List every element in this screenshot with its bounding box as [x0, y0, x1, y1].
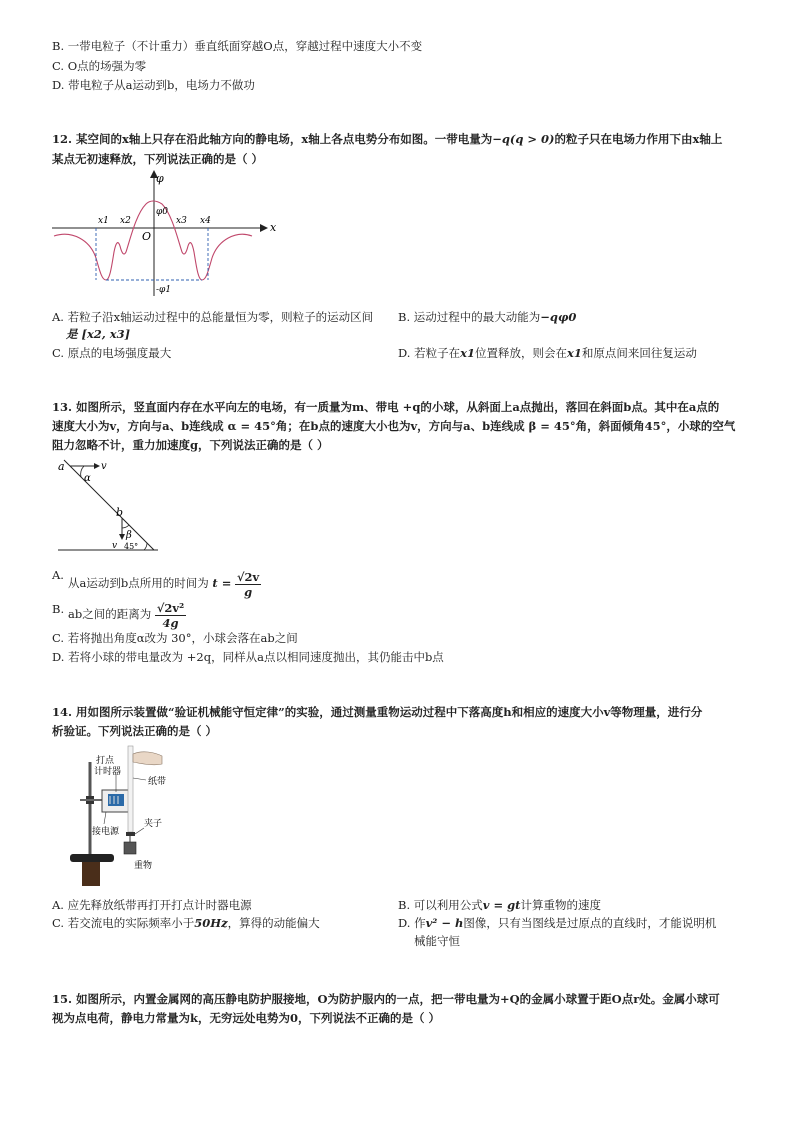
tape-label: 纸带 — [148, 777, 167, 787]
point-a-label: a — [58, 460, 65, 473]
q13-option-b: ab之间的距离为 $\frac{\text{√2v²}}{4g}$ — [68, 600, 185, 630]
q13-stem-line3: 阻力忽略不计，重力加速度g，下列说法正确的是（ ） — [52, 438, 329, 452]
q12-stem-line2: 某点无初速释放，下列说法正确的是（ ） — [52, 152, 264, 166]
timer-label-line2: 计时器 — [94, 767, 122, 777]
q15-stem-line1: 15. 如图所示，内置金属网的高压静电防护服接地，O为防护服内的一点，把一带电量为+Q的金属小球置于距O点r处。金属小球可 — [52, 992, 720, 1006]
q14-option-b: B. 可以利用公式v = gt计算重物的速度 — [398, 898, 601, 912]
q14-stem-line1: 14. 用如图所示装置做“验证机械能守恒定律”的实验，通过测量重物运动过程中下落高度h和相应的速度大小v等物理量，进行分 — [52, 705, 703, 719]
q12-option-a-line2: 是 [x2, x3] — [66, 327, 131, 341]
q12-stem-line1: 12. 某空间的x轴上只存在沿此轴方向的静电场，x轴上各点电势分布如图。一带电量为−q(q > 0)的粒子只在电场力作用下由x轴上 — [52, 132, 723, 146]
q13-option-d: D. 若将小球的带电量改为 +2q，同样从a点以相同速度抛出，其仍能击中b点 — [52, 650, 444, 664]
alpha-label: α — [84, 473, 91, 484]
x-axis-label: x — [270, 221, 277, 234]
angle-45-label: 45° — [124, 542, 139, 551]
q13-option-a: 从a运动到b点所用的时间为 t = $\frac{√2v}{g}$ — [68, 569, 260, 599]
beta-label: β — [126, 530, 132, 541]
q13-slope-diagram — [54, 456, 164, 556]
q12-option-a-line1: A. 若粒子沿x轴运动过程中的总能量恒为零，则粒子的运动区间 — [52, 310, 374, 324]
q13-option-b-prefix: B. — [52, 602, 65, 616]
x4-label: x4 — [200, 216, 211, 226]
q13-option-a-prefix: A. — [52, 568, 64, 582]
q14-option-d-line1: D. 作v² − h图像，只有当图线是过原点的直线时，才能说明机 — [398, 916, 717, 930]
q12-option-b: B. 运动过程中的最大动能为−qφ0 — [398, 310, 577, 324]
q12-option-c: C. 原点的电场强度最大 — [52, 346, 172, 360]
q14-option-c: C. 若交流电的实际频率小于50Hz，算得的动能偏大 — [52, 916, 320, 930]
q15-stem-line2: 视为点电荷，静电力常量为k，无穷远处电势为0，下列说法不正确的是（ ） — [52, 1011, 440, 1025]
power-label: 接电源 — [92, 827, 120, 837]
weight-label: 重物 — [134, 861, 153, 871]
point-b-label: b — [116, 506, 124, 519]
q11-option-c: C. O点的场强为零 — [52, 59, 147, 73]
q13-stem-line1: 13. 如图所示，竖直面内存在水平向左的电场，有一质量为m、带电 +q的小球，从斜面上a点抛出，落回在斜面b点。其中在a点的 — [52, 400, 720, 414]
q13-option-c: C. 若将抛出角度α改为 30°，小球会落在ab之间 — [52, 631, 298, 645]
q14-option-a: A. 应先释放纸带再打开打点计时器电源 — [52, 898, 252, 912]
q12-potential-graph — [52, 168, 282, 298]
q12-option-d: D. 若粒子在x1位置释放，则会在x1和原点间来回往复运动 — [398, 346, 697, 360]
x1-label: x1 — [98, 216, 109, 226]
phi0-label: φ0 — [156, 207, 169, 217]
timer-label-line1: 打点 — [96, 756, 115, 766]
x3-label: x3 — [176, 216, 187, 226]
q11-option-d: D. 带电粒子从a运动到b，电场力不做功 — [52, 78, 255, 92]
v-label-b: v — [112, 541, 118, 551]
q14-stem-line2: 析验证。下列说法正确的是（ ） — [52, 724, 218, 738]
q13-stem-line2: 速度大小为v，方向与a、b连线成 α = 45°角；在b点的速度大小也为v，方向与a、b连线成 β = 45°角，斜面倾角45°，小球的空气 — [52, 419, 736, 433]
x2-label: x2 — [120, 216, 131, 226]
v-label-a: v — [101, 461, 107, 472]
q14-apparatus-diagram — [54, 744, 184, 886]
clip-label: 夹子 — [144, 819, 163, 829]
q14-option-d-line2: 械能守恒 — [414, 934, 460, 948]
origin-label: O — [142, 230, 152, 243]
phi-axis-label: φ — [156, 172, 164, 185]
neg-phi1-label: -φ1 — [156, 285, 172, 295]
q11-option-b: B. 一带电粒子（不计重力）垂直纸面穿越O点，穿越过程中速度大小不变 — [52, 39, 423, 53]
